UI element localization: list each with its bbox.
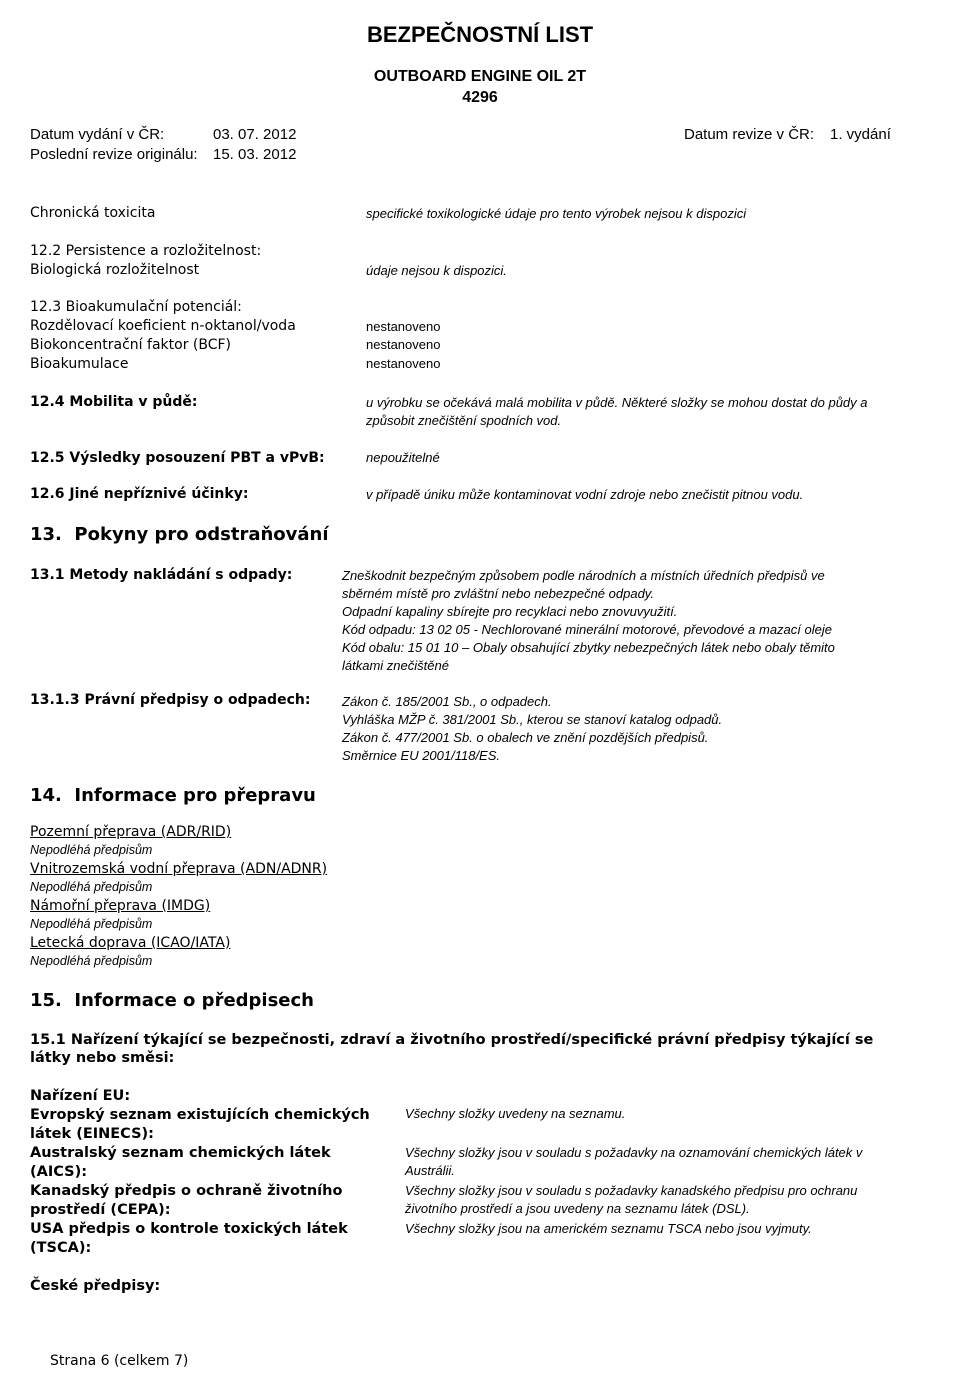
waste-methods-line: Odpadní kapaliny sbírejte pro recyklaci nebo znovuvyužití.	[342, 604, 678, 619]
soil-mobility-heading: 12.4 Mobilita v půdě:	[30, 394, 198, 410]
aics-label-line2: (AICS):	[30, 1164, 88, 1180]
waste-methods-line: sběrném místě pro zvláštní nebo nebezpečné odpady.	[342, 586, 654, 601]
czech-regulations-label: České předpisy:	[30, 1278, 161, 1294]
document-title: BEZPEČNOSTNÍ LIST	[366, 22, 594, 47]
waste-legislation-line: Vyhláška MŽP č. 381/2001 Sb., kterou se stanoví katalog odpadů.	[342, 712, 723, 727]
transport-status: Nepodléhá předpisům	[30, 843, 153, 857]
bioaccumulation-value: nestanoveno	[366, 356, 441, 371]
page-number: Strana 6 (celkem 7)	[50, 1353, 189, 1369]
waste-legislation-line: Zákon č. 477/2001 Sb. o obalech ve znění pozdějších předpisů.	[342, 730, 709, 745]
einecs-value: Všechny složky uvedeny na seznamu.	[405, 1106, 626, 1121]
pbt-heading: 12.5 Výsledky posouzení PBT a vPvB:	[30, 450, 325, 466]
transport-status: Nepodléhá předpisům	[30, 880, 153, 894]
bcf-value: nestanoveno	[366, 337, 441, 352]
bcf-label: Biokoncentrační faktor (BCF)	[30, 337, 232, 353]
regulations-heading-line2: látky nebo směsi:	[30, 1050, 175, 1066]
chronic-toxicity-value: specifické toxikologické údaje pro tento výrobek nejsou k dispozici	[366, 206, 747, 221]
transport-mode: Letecká doprava (ICAO/IATA)	[30, 935, 231, 951]
waste-legislation-heading: 13.1.3 Právní předpisy o odpadech:	[30, 692, 311, 708]
section-15-title: 15. Informace o předpisech	[30, 990, 315, 1011]
waste-methods-heading: 13.1 Metody nakládání s odpady:	[30, 567, 293, 583]
persistence-heading: 12.2 Persistence a rozložitelnost:	[30, 243, 262, 259]
transport-status: Nepodléhá předpisům	[30, 954, 153, 968]
cepa-label-line2: prostředí (CEPA):	[30, 1202, 171, 1218]
revision-date-label: Datum revize v ČR:	[684, 126, 815, 143]
einecs-label-line2: látek (EINECS):	[30, 1126, 154, 1142]
original-revision-label: Poslední revize originálu:	[30, 146, 198, 163]
waste-methods-line: látkami znečištěné	[342, 658, 449, 673]
section-13-title: 13. Pokyny pro odstraňování	[30, 524, 329, 545]
kow-label: Rozdělovací koeficient n-oktanol/voda	[30, 318, 296, 334]
regulations-heading-line1: 15.1 Nařízení týkající se bezpečnosti, zdraví a životního prostředí/specifické právní předpisy týkající se	[30, 1032, 874, 1048]
issue-date-value: 03. 07. 2012	[213, 126, 297, 143]
cepa-value-line1: Všechny složky jsou v souladu s požadavky kanadského předpisu pro ochranu	[405, 1183, 858, 1198]
bioaccumulation-label: Bioakumulace	[30, 356, 129, 372]
product-name: OUTBOARD ENGINE OIL 2T	[373, 68, 587, 85]
waste-methods-line: Kód obalu: 15 01 10 – Obaly obsahující zbytky nebezpečných látek nebo obaly těmito	[342, 640, 835, 655]
tsca-value: Všechny složky jsou na americkém seznamu TSCA nebo jsou vyjmuty.	[405, 1221, 812, 1236]
pbt-value: nepoužitelné	[366, 450, 440, 465]
waste-legislation-line: Směrnice EU 2001/118/ES.	[342, 748, 501, 763]
section-14-title: 14. Informace pro přepravu	[30, 785, 316, 806]
transport-mode: Vnitrozemská vodní přeprava (ADN/ADNR)	[30, 861, 328, 877]
tsca-label-line1: USA předpis o kontrole toxických látek	[30, 1221, 348, 1237]
soil-mobility-value-line2: způsobit znečištění spodních vod.	[366, 413, 562, 428]
waste-methods-line: Zneškodnit bezpečným způsobem podle národních a místních úředních předpisů ve	[342, 568, 825, 583]
einecs-label-line1: Evropský seznam existujících chemických	[30, 1107, 370, 1123]
revision-date-value: 1. vydání	[830, 126, 891, 143]
transport-mode: Námořní přeprava (IMDG)	[30, 898, 211, 914]
cepa-value-line2: životního prostředí a jsou uvedeny na seznamu látek (DSL).	[405, 1201, 750, 1216]
other-effects-value: v případě úniku může kontaminovat vodní zdroje nebo znečistit pitnou vodu.	[366, 487, 804, 502]
aics-label-line1: Australský seznam chemických látek	[30, 1145, 331, 1161]
transport-status: Nepodléhá předpisům	[30, 917, 153, 931]
soil-mobility-value-line1: u výrobku se očekává malá mobilita v půdě. Některé složky se mohou dostat do půdy a	[366, 395, 868, 410]
tsca-label-line2: (TSCA):	[30, 1240, 92, 1256]
waste-legislation-line: Zákon č. 185/2001 Sb., o odpadech.	[342, 694, 552, 709]
eu-regulations-label: Nařízení EU:	[30, 1088, 131, 1104]
chronic-toxicity-label: Chronická toxicita	[30, 205, 156, 221]
issue-date-label: Datum vydání v ČR:	[30, 126, 165, 143]
waste-methods-line: Kód odpadu: 13 02 05 - Nechlorované minerální motorové, převodové a mazací oleje	[342, 622, 832, 637]
product-code: 4296	[462, 89, 498, 106]
other-effects-heading: 12.6 Jiné nepříznivé účinky:	[30, 486, 249, 502]
aics-value-line1: Všechny složky jsou v souladu s požadavky na oznamování chemických látek v	[405, 1145, 863, 1160]
transport-mode: Pozemní přeprava (ADR/RID)	[30, 824, 232, 840]
biodegradability-label: Biologická rozložitelnost	[30, 262, 200, 278]
kow-value: nestanoveno	[366, 319, 441, 334]
aics-value-line2: Austrálii.	[405, 1163, 455, 1178]
biodegradability-value: údaje nejsou k dispozici.	[366, 263, 507, 278]
cepa-label-line1: Kanadský předpis o ochraně životního	[30, 1183, 343, 1199]
original-revision-value: 15. 03. 2012	[213, 146, 297, 163]
bioaccumulation-heading: 12.3 Bioakumulační potenciál:	[30, 299, 242, 315]
